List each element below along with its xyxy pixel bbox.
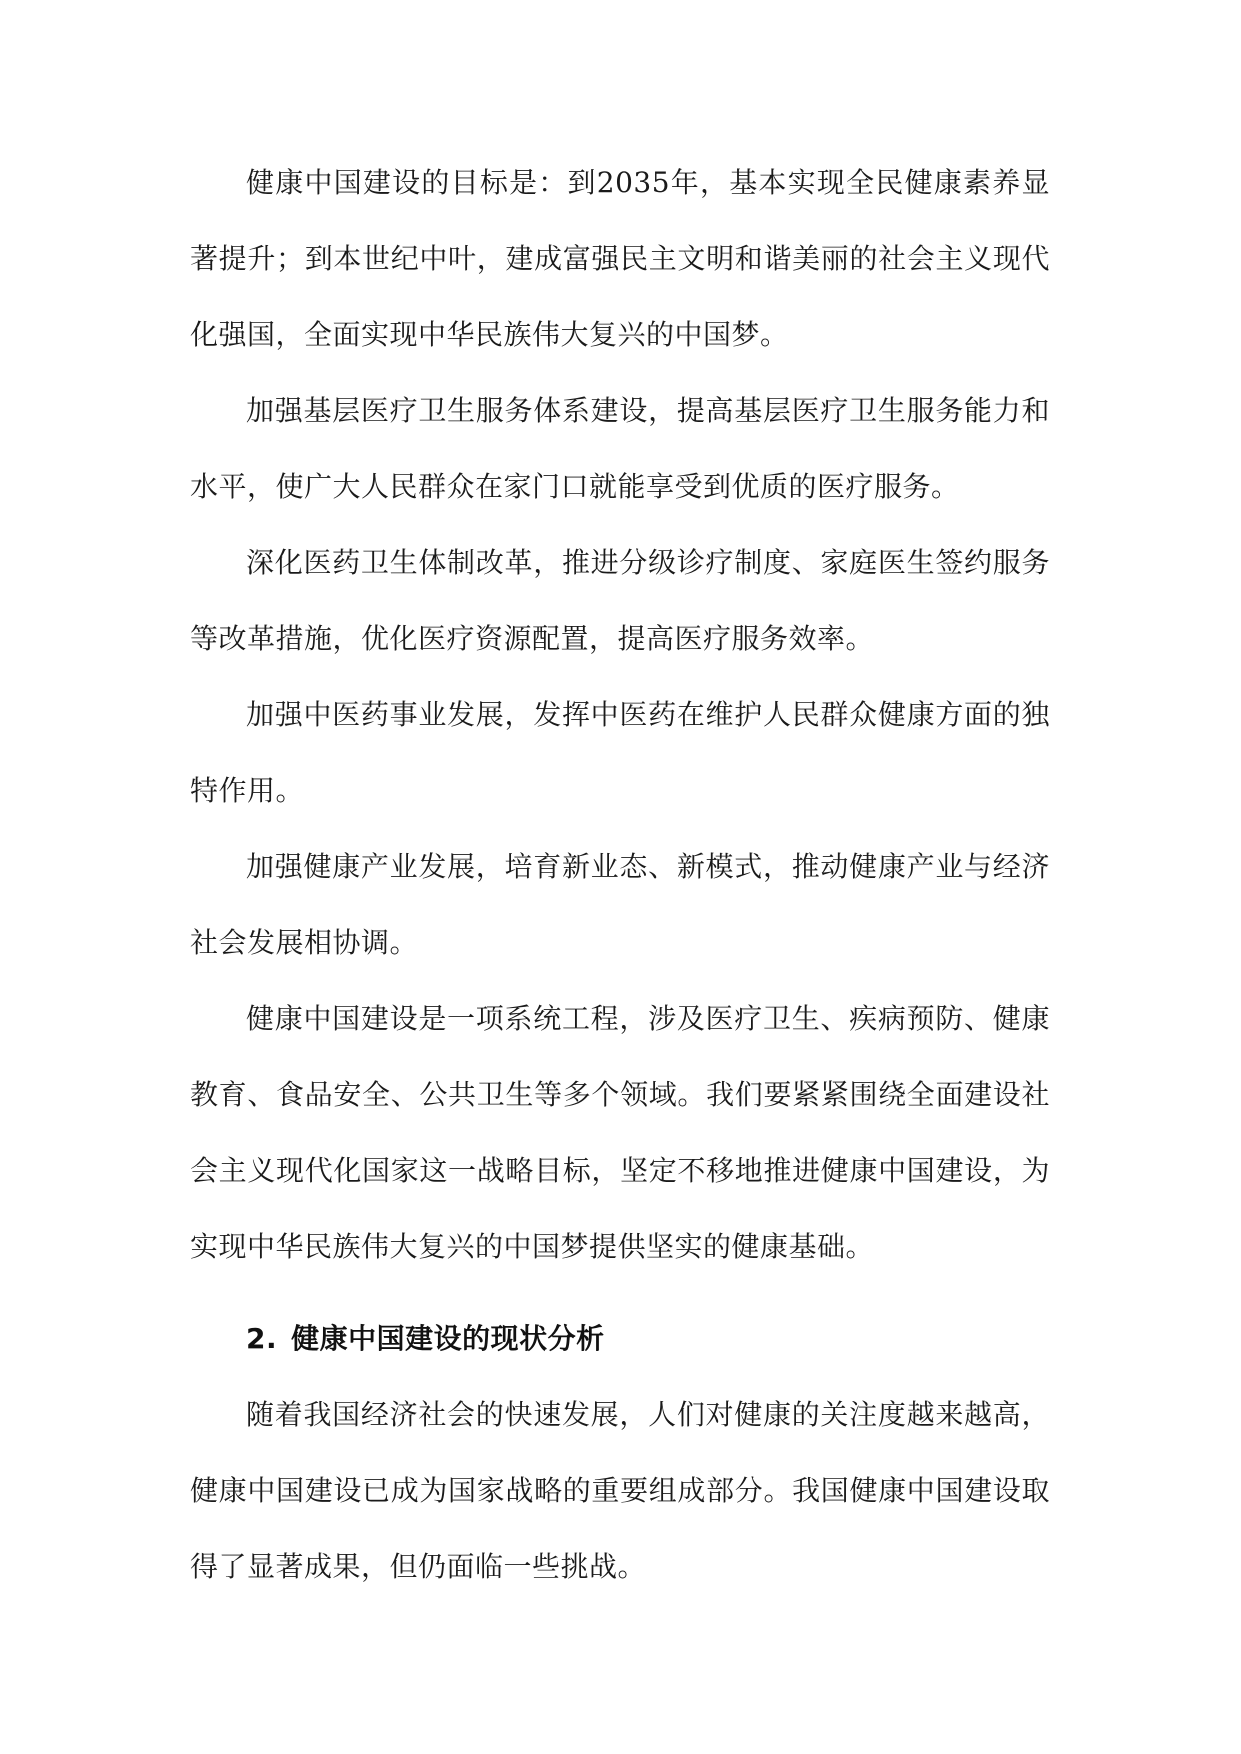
section-title: 健康中国建设的现状分析 (291, 1322, 605, 1355)
section-heading (190, 1301, 1050, 1377)
section-number: 2. (246, 1322, 278, 1355)
paragraph-health-industry: 加强健康产业发展，培育新业态、新模式，推动健康产业与经济社会发展相协调。 (190, 850, 1050, 959)
paragraph-primary-care: 加强基层医疗卫生服务体系建设，提高基层医疗卫生服务能力和水平，使广大人民群众在家门口就能享受到优质的医疗服务。 (190, 394, 1050, 503)
paragraph-status: 随着我国经济社会的快速发展，人们对健康的关注度越来越高，健康中国建设已成为国家战略的重要组成部分。我国健康中国建设取得了显著成果，但仍面临一些挑战。 (190, 1398, 1050, 1583)
paragraph-system-project: 健康中国建设是一项系统工程，涉及医疗卫生、疾病预防、健康教育、食品安全、公共卫生等多个领域。我们要紧紧围绕全面建设社会主义现代化国家这一战略目标，坚定不移地推进健康中国建设，为实现中华民族伟大复兴的中国梦提供坚实的健康基础。 (190, 1002, 1050, 1263)
paragraph-tcm: 加强中医药事业发展，发挥中医药在维护人民群众健康方面的独特作用。 (190, 698, 1050, 807)
paragraph-reform: 深化医药卫生体制改革，推进分级诊疗制度、家庭医生签约服务等改革措施，优化医疗资源配置，提高医疗服务效率。 (190, 546, 1050, 655)
paragraph-goal: 健康中国建设的目标是：到2035年，基本实现全民健康素养显著提升；到本世纪中叶，建成富强民主文明和谐美丽的社会主义现代化强国，全面实现中华民族伟大复兴的中国梦。 (190, 166, 1050, 351)
document-body (190, 145, 1050, 1605)
